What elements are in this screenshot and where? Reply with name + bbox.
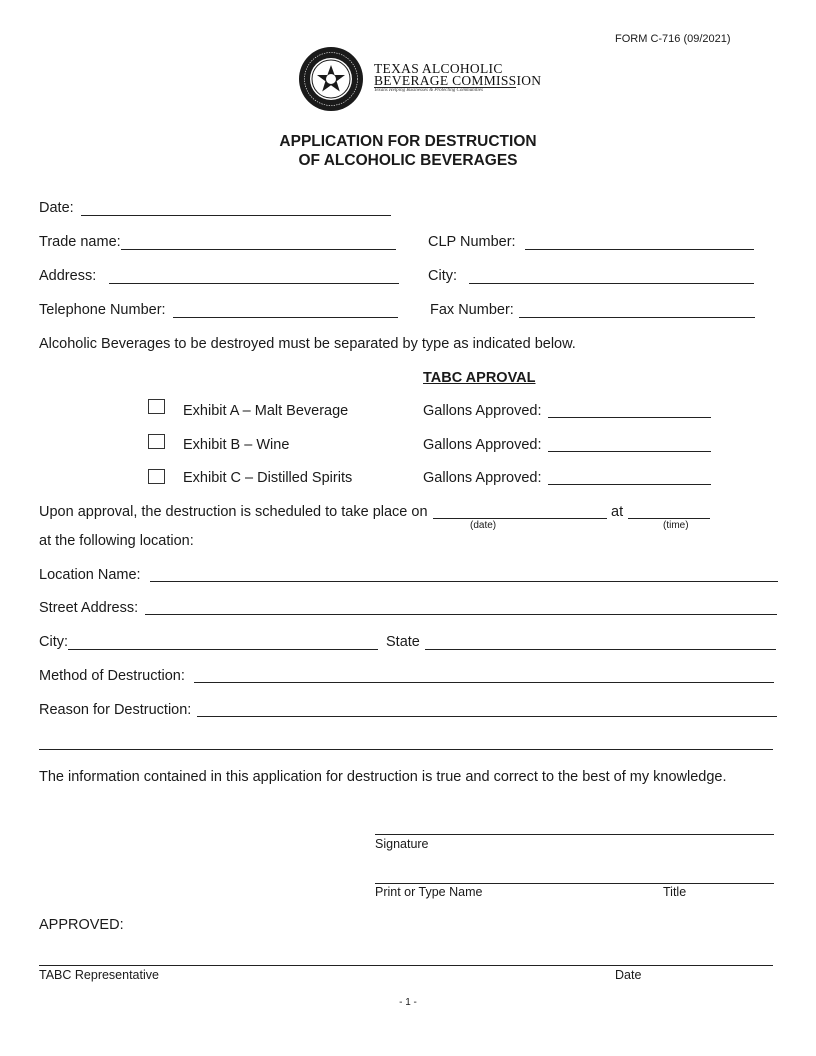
- exhibit-a-label: Exhibit A – Malt Beverage: [183, 403, 349, 419]
- location-name-label: Location Name:: [39, 567, 141, 583]
- schedule-text: Upon approval, the destruction is scheduled to take place on: [39, 504, 428, 520]
- exhibit-c-gallons-field[interactable]: [548, 484, 711, 485]
- instruction-text: Alcoholic Beverages to be destroyed must be separated by type as indicated below.: [39, 336, 576, 352]
- exhibit-b-gallons-field[interactable]: [548, 451, 711, 452]
- schedule-time-field[interactable]: [628, 518, 710, 519]
- form-id: FORM C-716 (09/2021): [615, 33, 731, 45]
- exhibit-a-checkbox[interactable]: [148, 399, 165, 414]
- page-number: - 1 -: [399, 997, 417, 1008]
- street-address-field[interactable]: [145, 614, 777, 615]
- print-name-title-field[interactable]: [375, 883, 774, 884]
- approval-date-label: Date: [615, 968, 642, 982]
- address-label: Address:: [39, 268, 97, 284]
- tabc-representative-label: TABC Representative: [39, 968, 159, 982]
- print-name-label: Print or Type Name: [375, 885, 483, 899]
- tabc-seal-logo: [298, 46, 364, 112]
- schedule-date-field[interactable]: [433, 518, 607, 519]
- reason-label: Reason for Destruction:: [39, 702, 192, 718]
- schedule-at-text: at: [611, 504, 624, 520]
- fax-label: Fax Number:: [430, 302, 514, 318]
- logo-name-line1: TEXAS ALCOHOLIC: [374, 61, 503, 76]
- signature-label: Signature: [375, 837, 429, 851]
- title-label: Title: [663, 885, 687, 899]
- page-title-line1: APPLICATION FOR DESTRUCTION: [279, 133, 537, 150]
- location-city-label: City:: [39, 634, 68, 650]
- clp-number-label: CLP Number:: [428, 234, 516, 250]
- tabc-representative-field[interactable]: [39, 965, 773, 966]
- state-field[interactable]: [425, 649, 776, 650]
- certification-text: The information contained in this application for destruction is true and correct to the best of my knowledge.: [39, 769, 727, 785]
- exhibit-c-checkbox[interactable]: [148, 469, 165, 484]
- exhibit-b-gallons-label: Gallons Approved:: [423, 437, 542, 453]
- state-label: State: [386, 634, 420, 650]
- signature-field[interactable]: [375, 834, 774, 835]
- logo-tagline: Texans Helping Businesses & Protecting Communities: [374, 88, 483, 93]
- approval-heading: TABC APROVAL: [423, 370, 536, 386]
- location-intro: at the following location:: [39, 533, 194, 549]
- location-name-field[interactable]: [150, 581, 778, 582]
- reason-field-continued[interactable]: [39, 749, 773, 750]
- location-city-field[interactable]: [68, 649, 378, 650]
- page-title-line2: OF ALCOHOLIC BEVERAGES: [298, 152, 518, 169]
- trade-name-field[interactable]: [121, 249, 396, 250]
- exhibit-a-gallons-field[interactable]: [548, 417, 711, 418]
- exhibit-c-label: Exhibit C – Distilled Spirits: [183, 470, 353, 486]
- date-hint: (date): [470, 520, 497, 531]
- date-field[interactable]: [81, 215, 391, 216]
- street-address-label: Street Address:: [39, 600, 139, 616]
- date-label: Date:: [39, 200, 74, 216]
- telephone-field[interactable]: [173, 317, 398, 318]
- approved-label: APPROVED:: [39, 917, 124, 933]
- city-label: City:: [428, 268, 457, 284]
- trade-name-label: Trade name:: [39, 234, 121, 250]
- exhibit-c-gallons-label: Gallons Approved:: [423, 470, 542, 486]
- time-hint: (time): [663, 520, 689, 531]
- logo-name-line2: BEVERAGE COMMISSION: [374, 73, 542, 88]
- exhibit-b-checkbox[interactable]: [148, 434, 165, 449]
- fax-field[interactable]: [519, 317, 755, 318]
- clp-number-field[interactable]: [525, 249, 754, 250]
- address-field[interactable]: [109, 283, 399, 284]
- reason-field[interactable]: [197, 716, 777, 717]
- telephone-label: Telephone Number:: [39, 302, 166, 318]
- method-label: Method of Destruction:: [39, 668, 185, 684]
- city-field[interactable]: [469, 283, 754, 284]
- exhibit-b-label: Exhibit B – Wine: [183, 437, 290, 453]
- method-field[interactable]: [194, 682, 774, 683]
- exhibit-a-gallons-label: Gallons Approved:: [423, 403, 542, 419]
